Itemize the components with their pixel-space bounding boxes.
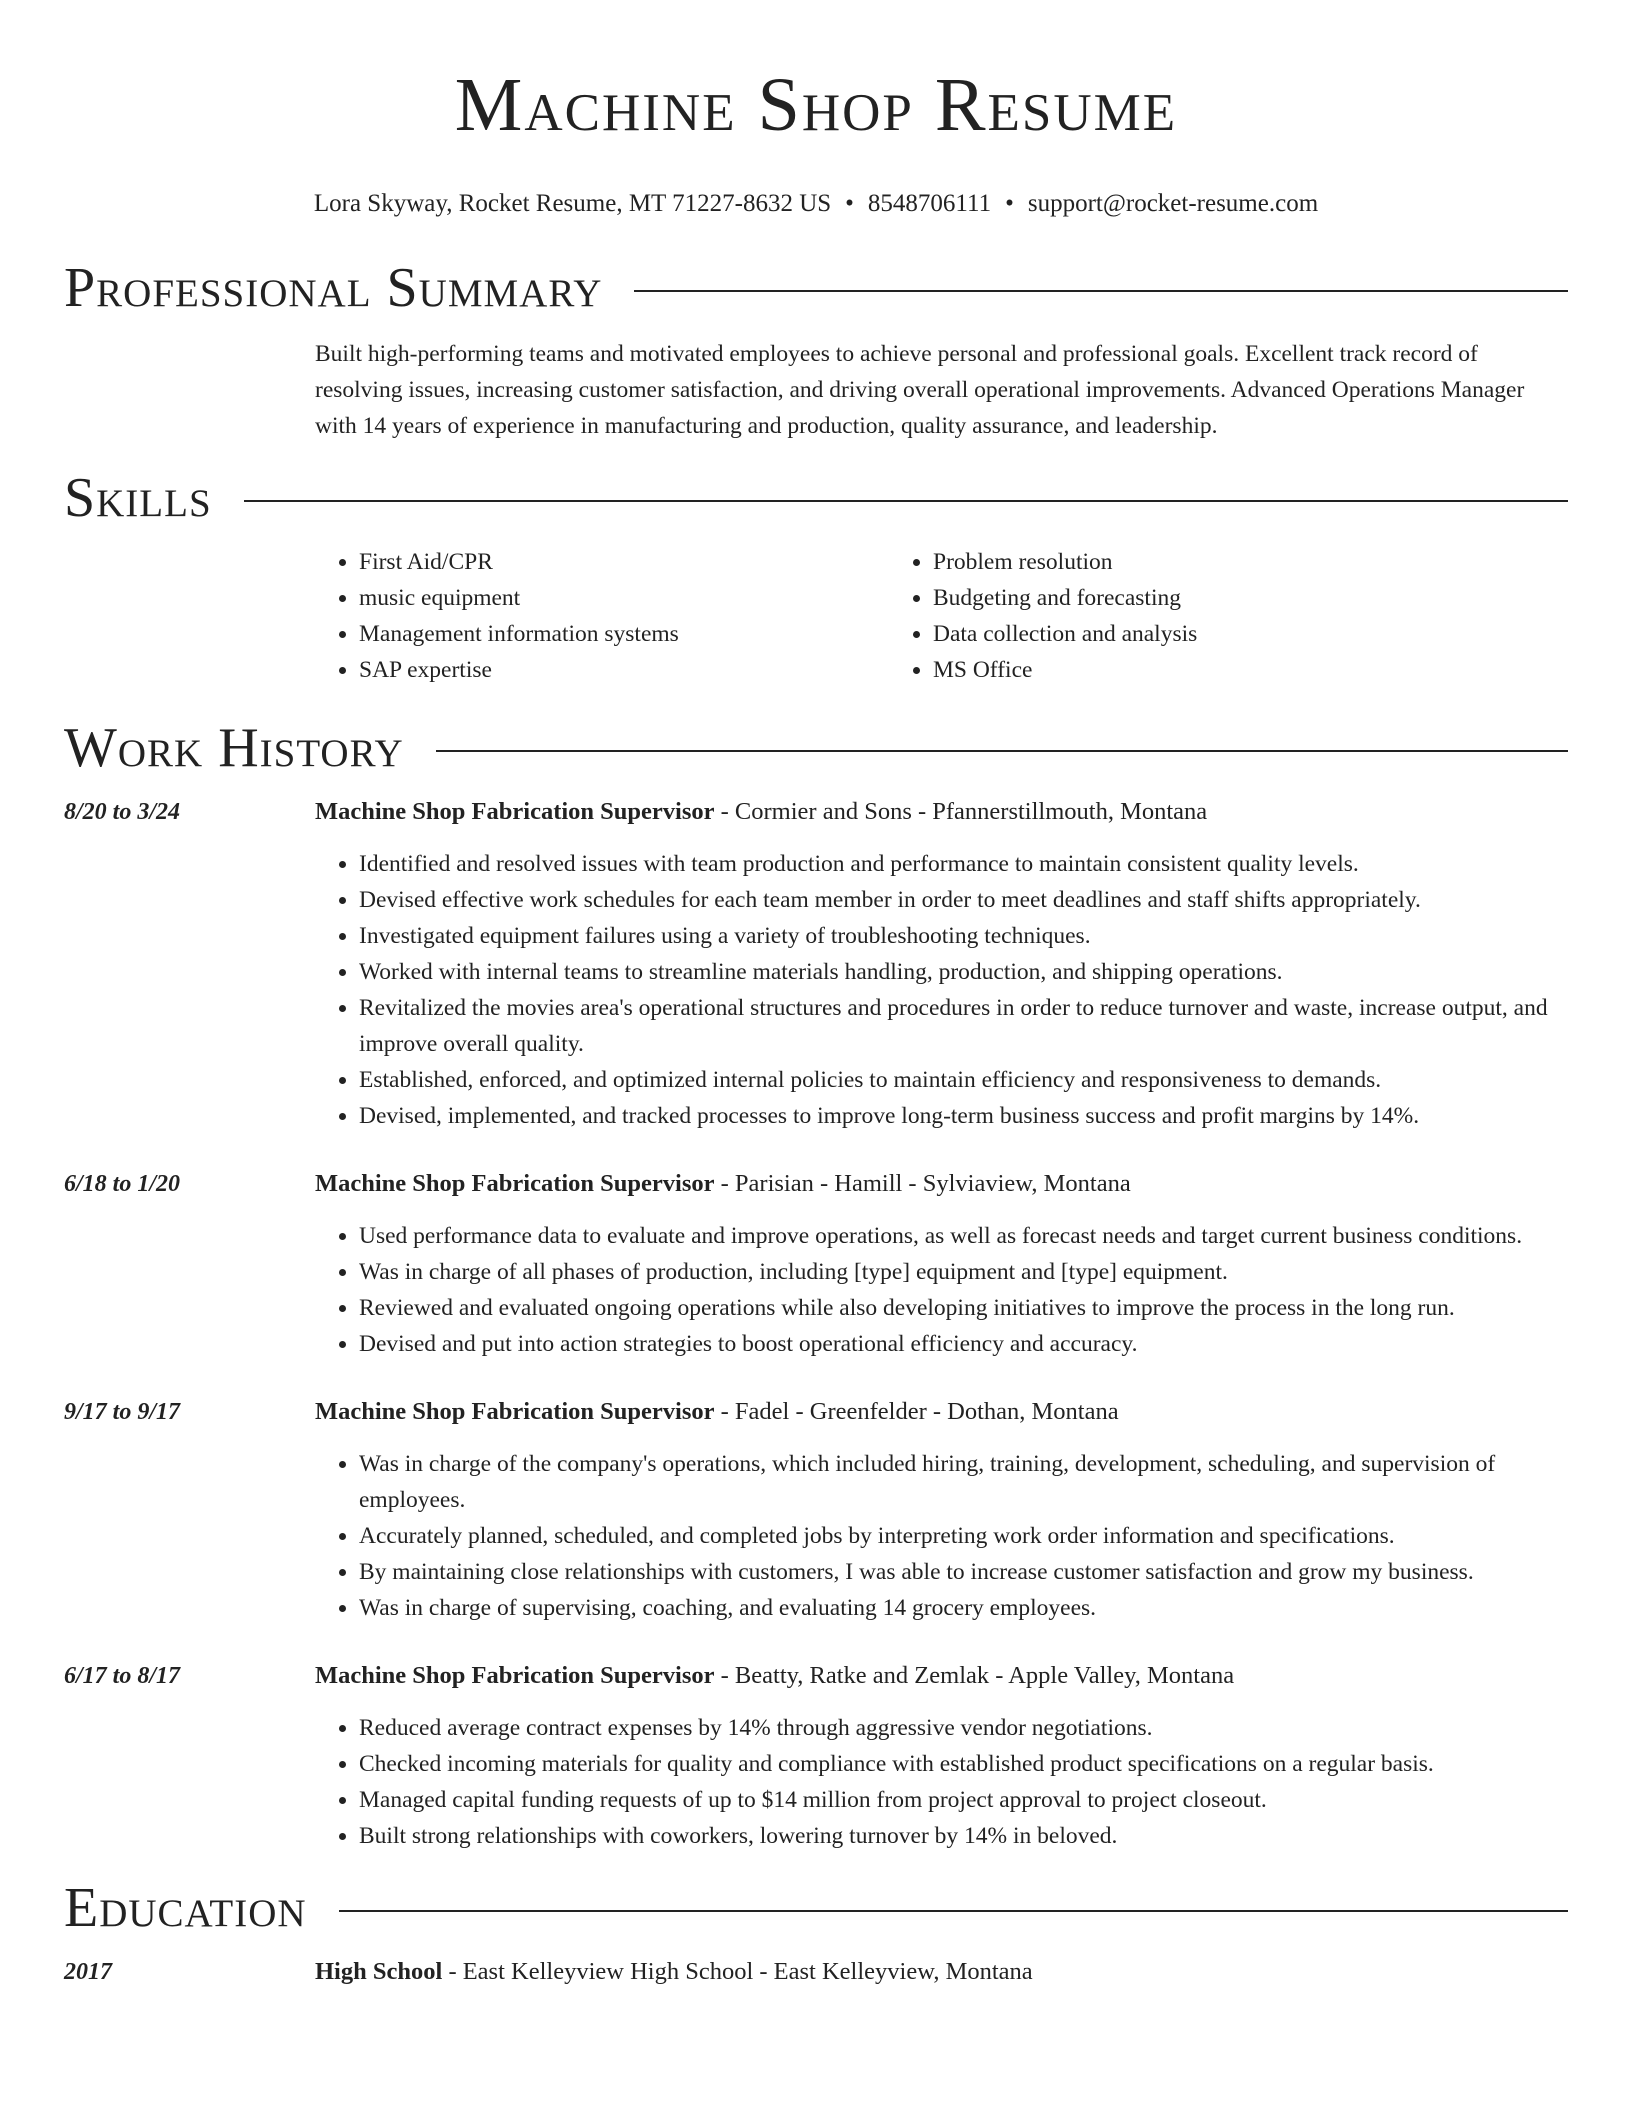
job-entry xyxy=(64,1658,1568,1854)
job-duty: • Was in charge of all phases of production, including [type] equipment and [type] equipment. xyxy=(359,1254,1568,1290)
summary-heading: Professional Summary xyxy=(64,257,603,319)
section-divider xyxy=(634,290,1568,292)
job-duty: • Devised and put into action strategies to boost operational efficiency and accuracy. xyxy=(359,1326,1568,1362)
skills-section-header xyxy=(64,466,1568,530)
job-heading xyxy=(315,1394,1568,1430)
section-divider xyxy=(339,1910,1568,1912)
education-year: 2017 xyxy=(64,1959,112,1985)
job-duty: • Devised, implemented, and tracked processes to improve long-term business success and profit margins by 14%. xyxy=(359,1098,1568,1134)
skill-item: • Problem resolution xyxy=(933,544,1463,580)
job-title: Machine Shop Fabrication Supervisor xyxy=(315,1662,715,1689)
job-heading xyxy=(315,1166,1568,1202)
skills-column-right xyxy=(889,544,1463,688)
job-dates: 9/17 to 9/17 xyxy=(64,1399,181,1425)
job-duty: • Reviewed and evaluated ongoing operations while also developing initiatives to improve the process in the long run. xyxy=(359,1290,1568,1326)
job-entry xyxy=(64,1166,1568,1362)
job-duty: • Was in charge of supervising, coaching, and evaluating 14 grocery employees. xyxy=(359,1590,1568,1626)
education-heading-line xyxy=(315,1954,1033,1990)
education-entry xyxy=(64,1954,1568,1990)
section-divider xyxy=(436,750,1568,752)
contact-email: support@rocket-resume.com xyxy=(1027,190,1319,217)
education-school: - East Kelleyview High School - East Kelleyview, Montana xyxy=(442,1958,1033,1985)
job-duty: • Revitalized the movies area's operational structures and procedures in order to reduce turnover and waste, increase output, and improve overall quality. xyxy=(359,990,1568,1062)
contact-address: Lora Skyway, Rocket Resume, MT 71227-8632 US xyxy=(313,190,832,217)
resume-title: Machine Shop Resume xyxy=(454,63,1178,147)
job-duty: • Managed capital funding requests of up to $14 million from project approval to project closeout. xyxy=(359,1782,1568,1818)
skill-item: • MS Office xyxy=(933,652,1463,688)
job-title: Machine Shop Fabrication Supervisor xyxy=(315,1170,715,1197)
job-duties xyxy=(315,846,1568,1134)
summary-text: Built high-performing teams and motivated employees to achieve personal and professional goals. Excellent track record of resolving issues, increasing customer satisfaction, and driving overall operational improvements. Advanced Operations Manager with 14 years of experience in manufacturing and production, quality assurance, and leadership. xyxy=(315,341,1525,439)
skill-item: • Budgeting and forecasting xyxy=(933,580,1463,616)
job-title: Machine Shop Fabrication Supervisor xyxy=(315,1398,715,1425)
job-entry xyxy=(64,1394,1568,1626)
job-duty: • Established, enforced, and optimized internal policies to maintain efficiency and responsiveness to demands. xyxy=(359,1062,1568,1098)
job-duty: • By maintaining close relationships with customers, I was able to increase customer satisfaction and grow my business. xyxy=(359,1554,1568,1590)
contact-separator: • xyxy=(1005,190,1014,217)
section-divider xyxy=(244,500,1568,502)
job-employer: - Parisian - Hamill - Sylviaview, Montana xyxy=(714,1170,1131,1197)
education-degree: High School xyxy=(315,1958,443,1985)
job-duty: • Used performance data to evaluate and improve operations, as well as forecast needs and target current business conditions. xyxy=(359,1218,1568,1254)
contact-separator: • xyxy=(845,190,854,217)
skills-heading: Skills xyxy=(64,467,212,529)
contact-line xyxy=(64,188,1568,220)
job-duty: • Devised effective work schedules for each team member in order to meet deadlines and staff shifts appropriately. xyxy=(359,882,1568,918)
job-duty: • Reduced average contract expenses by 14% through aggressive vendor negotiations. xyxy=(359,1710,1568,1746)
education-heading: Education xyxy=(64,1877,307,1939)
job-title: Machine Shop Fabrication Supervisor xyxy=(315,798,715,825)
job-duty: • Accurately planned, scheduled, and completed jobs by interpreting work order information and specifications. xyxy=(359,1518,1568,1554)
work-section-header xyxy=(64,716,1568,780)
skills-column-left xyxy=(315,544,889,688)
job-duty: • Built strong relationships with coworkers, lowering turnover by 14% in beloved. xyxy=(359,1818,1568,1854)
education-section-header xyxy=(64,1876,1568,1940)
job-duty: • Investigated equipment failures using a variety of troubleshooting techniques. xyxy=(359,918,1568,954)
skill-item: • First Aid/CPR xyxy=(359,544,889,580)
contact-phone: 8548706111 xyxy=(867,190,992,217)
skill-item: • Management information systems xyxy=(359,616,889,652)
job-duty: • Identified and resolved issues with team production and performance to maintain consistent quality levels. xyxy=(359,846,1568,882)
job-duties xyxy=(315,1710,1568,1854)
work-heading: Work History xyxy=(64,717,404,779)
skill-item: • music equipment xyxy=(359,580,889,616)
job-duties xyxy=(315,1218,1568,1362)
skills-list xyxy=(315,544,1568,688)
skill-item: • SAP expertise xyxy=(359,652,889,688)
summary-section-header xyxy=(64,256,1568,320)
job-employer: - Cormier and Sons - Pfannerstillmouth, Montana xyxy=(714,798,1208,825)
job-duty: • Checked incoming materials for quality and compliance with established product specifications on a regular basis. xyxy=(359,1746,1568,1782)
job-heading xyxy=(315,794,1568,830)
job-duty: • Worked with internal teams to streamline materials handling, production, and shipping operations. xyxy=(359,954,1568,990)
job-duties xyxy=(315,1446,1568,1626)
job-employer: - Fadel - Greenfelder - Dothan, Montana xyxy=(714,1398,1119,1425)
job-dates: 8/20 to 3/24 xyxy=(64,799,181,825)
job-duty: • Was in charge of the company's operations, which included hiring, training, development, scheduling, and supervision of employees. xyxy=(359,1446,1568,1518)
job-heading xyxy=(315,1658,1568,1694)
job-dates: 6/18 to 1/20 xyxy=(64,1171,181,1197)
job-employer: - Beatty, Ratke and Zemlak - Apple Valley, Montana xyxy=(714,1662,1235,1689)
job-dates: 6/17 to 8/17 xyxy=(64,1663,181,1689)
skill-item: • Data collection and analysis xyxy=(933,616,1463,652)
job-entry xyxy=(64,794,1568,1134)
